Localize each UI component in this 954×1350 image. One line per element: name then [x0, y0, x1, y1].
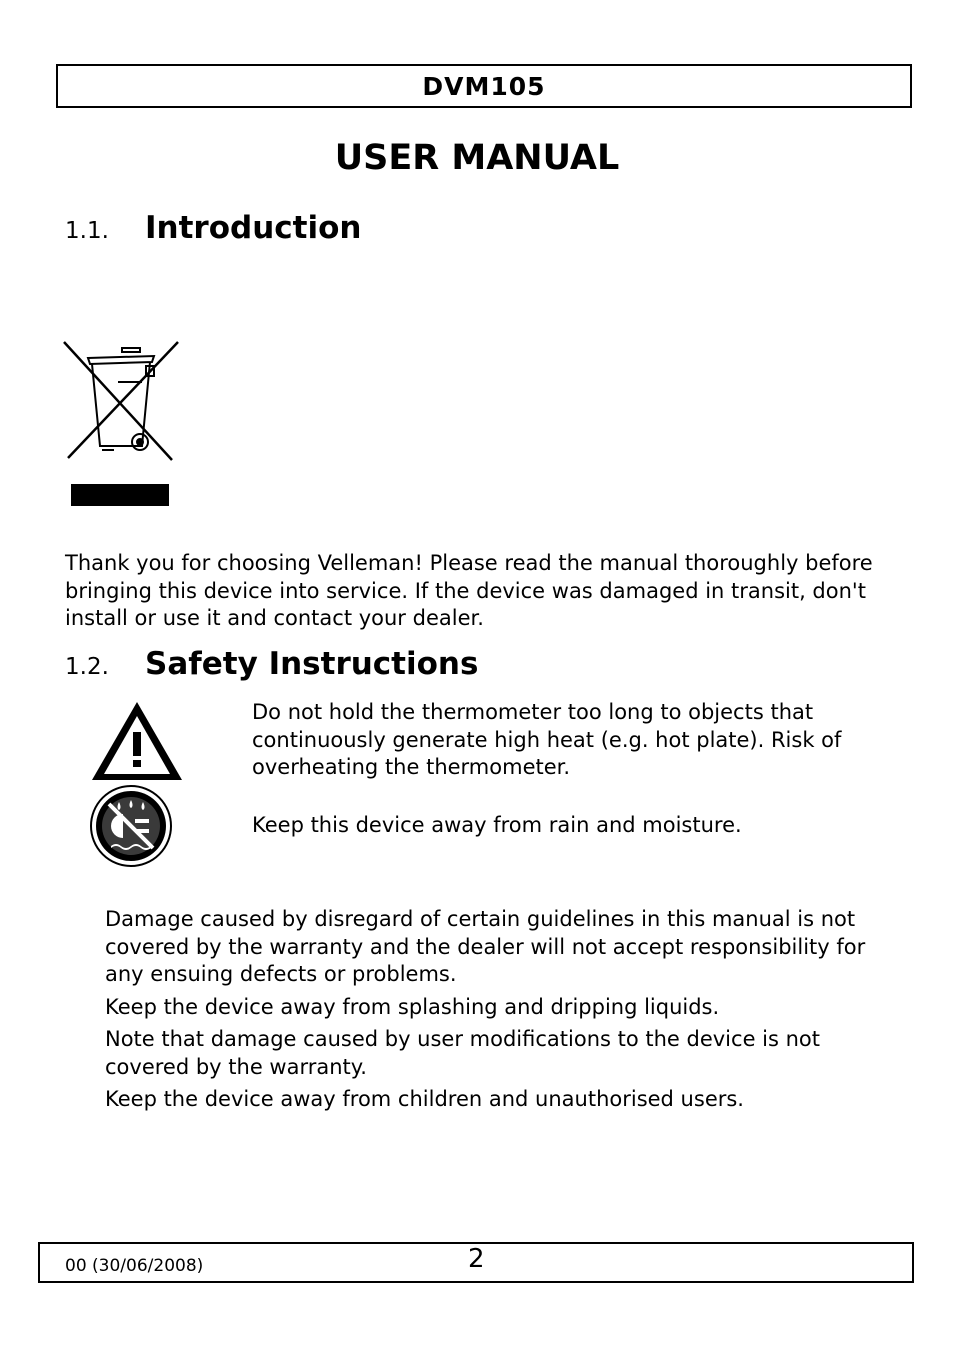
section-heading-introduction — [65, 210, 361, 246]
footer-box — [38, 1242, 914, 1283]
page-title: USER MANUAL — [334, 138, 620, 178]
list-item: Note that damage caused by user modifications to the device is not covered by the warranty. — [105, 1027, 821, 1079]
section-number: 1.2. — [65, 654, 109, 680]
section-number: 1.1. — [65, 218, 109, 244]
list-item: Damage caused by disregard of certain guidelines in this manual is not covered by the warranty and the dealer will not accept responsibility for any ensuing defects or problems. — [105, 907, 866, 986]
moisture-text: Keep this device away from rain and moisture. — [252, 813, 742, 837]
page-number: 2 — [468, 1244, 485, 1274]
header-box — [56, 64, 912, 108]
no-moisture-icon — [89, 784, 173, 868]
list-item: Keep the device away from splashing and dripping liquids. — [105, 994, 720, 1019]
warning-text: Do not hold the thermometer too long to objects that continuously generate high heat (e.g. hot plate). Risk of overheating the thermometer. — [252, 700, 842, 779]
weee-crossed-bin-icon — [62, 338, 180, 462]
footer-date: 00 (30/06/2008) — [65, 1256, 204, 1276]
model-name: DVM105 — [422, 71, 546, 101]
section-name: Safety Instructions — [145, 646, 479, 682]
black-bar — [71, 484, 169, 506]
intro-paragraph: Thank you for choosing Velleman! Please read the manual thoroughly before bringing this device into service. If the device was damaged in transit, don't install or use it and contact your dealer. — [65, 551, 873, 630]
section-heading-safety — [65, 646, 478, 682]
safety-rules-list — [105, 906, 905, 1119]
list-item: Keep the device away from children and unauthorised users. — [105, 1087, 744, 1111]
warning-triangle-icon — [88, 698, 186, 784]
section-name: Introduction — [145, 210, 362, 246]
